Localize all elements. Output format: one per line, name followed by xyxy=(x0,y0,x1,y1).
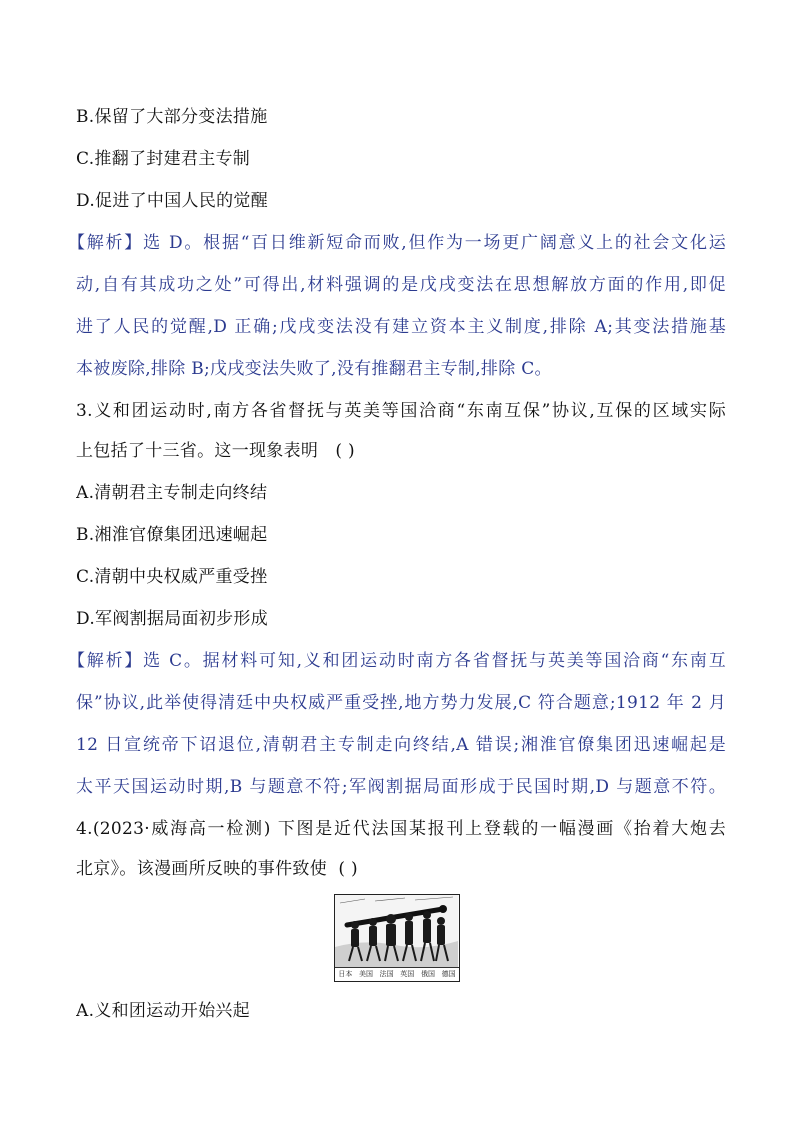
q4-stem-line-1: 4.(2023·威海高一检测) 下图是近代法国某报刊上登载的一幅漫画《抬着大炮去 xyxy=(76,819,726,839)
q2-analysis-line-4: 本被废除,排除 B;戊戌变法失败了,没有推翻君主专制,排除 C。 xyxy=(76,359,552,379)
q3-stem-line-2: 上包括了十三省。这一现象表明 ( ) xyxy=(76,441,355,461)
q2-option-c: C.推翻了封建君主专制 xyxy=(76,149,251,169)
q3-stem-line-1: 3.义和团运动时,南方各省督抚与英美等国洽商“东南互保”协议,互保的区域实际 xyxy=(76,401,726,421)
caption-label: 法国 xyxy=(379,970,394,978)
q3-option-a: A.清朝君主专制走向终结 xyxy=(76,483,268,503)
q3-analysis-line-2: 保”协议,此举使得清廷中央权威严重受挫,地方势力发展,C 符合题意;1912 年 2 月 xyxy=(76,693,726,713)
q2-option-b: B.保留了大部分变法措施 xyxy=(76,107,268,127)
cartoon-figure xyxy=(334,894,460,982)
caption-label: 德国 xyxy=(441,970,456,978)
q4-answer-bracket: ( ) xyxy=(338,859,358,879)
q4-option-a: A.义和团运动开始兴起 xyxy=(76,1001,250,1021)
caption-label: 日本 xyxy=(338,970,353,978)
q4-stem-line-2: 北京》。该漫画所反映的事件致使 ( ) xyxy=(76,859,358,879)
q3-option-b: B.湘淮官僚集团迅速崛起 xyxy=(76,525,268,545)
caption-label: 英国 xyxy=(400,970,415,978)
q3-analysis-line-4: 太平天国运动时期,B 与题意不符;军阀割据局面形成于民国时期,D 与题意不符。 xyxy=(76,777,726,797)
q3-analysis-tag: 【解析】 xyxy=(68,651,144,671)
q2-analysis-tag: 【解析】 xyxy=(68,233,144,253)
q2-analysis-line-2: 动,自有其成功之处”可得出,材料强调的是戊戌变法在思想解放方面的作用,即促 xyxy=(76,275,726,295)
q3-option-c: C.清朝中央权威严重受挫 xyxy=(76,567,268,587)
q3-answer-bracket: ( ) xyxy=(335,441,355,461)
caption-label: 俄国 xyxy=(420,970,435,978)
cartoon-caption xyxy=(335,967,459,981)
q2-analysis-line-3: 进了人民的觉醒,D 正确;戊戌变法没有建立资本主义制度,排除 A;其变法措施基 xyxy=(76,317,726,337)
caption-label: 美国 xyxy=(358,970,373,978)
cartoon-illustration xyxy=(335,895,458,968)
q3-analysis-line-1: 【解析】选 C。据材料可知,义和团运动时南方各省督抚与英美等国洽商“东南互 xyxy=(68,651,726,671)
q2-analysis-line-1: 【解析】选 D。根据“百日维新短命而败,但作为一场更广阔意义上的社会文化运 xyxy=(68,233,726,253)
q3-option-d: D.军阀割据局面初步形成 xyxy=(76,609,269,629)
q3-analysis-line-3: 12 日宣统帝下诏退位,清朝君主专制走向终结,A 错误;湘淮官僚集团迅速崛起是 xyxy=(76,735,726,755)
q2-option-d: D.促进了中国人民的觉醒 xyxy=(76,191,269,211)
